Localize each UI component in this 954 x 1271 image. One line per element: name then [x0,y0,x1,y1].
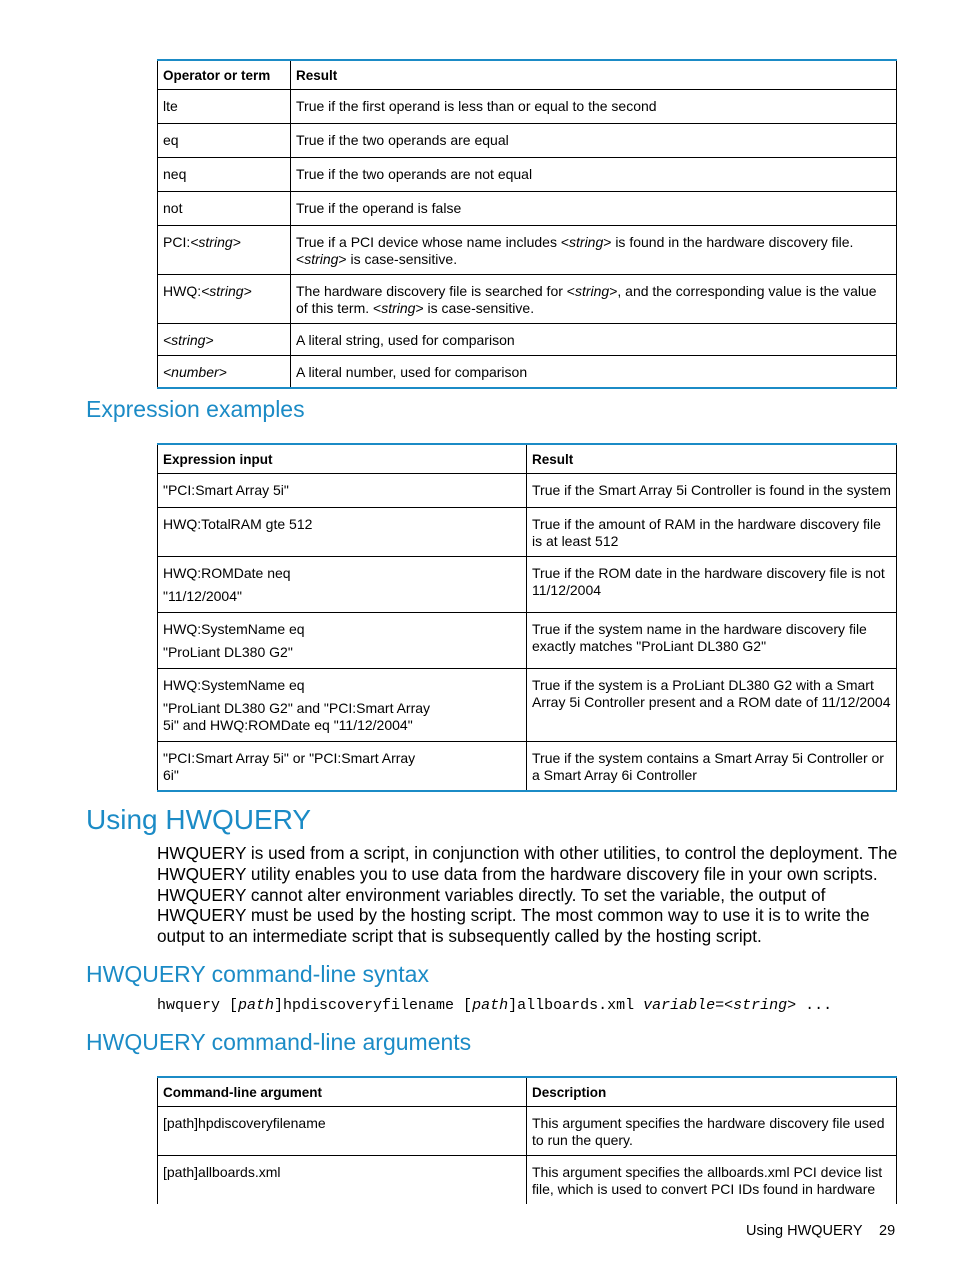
operator-cell: not [158,192,291,226]
syntax-placeholder: path [238,997,275,1014]
page-title: Using HWQUERY [86,804,312,835]
table-row [158,275,897,324]
column-header: Result [291,60,897,90]
syntax-placeholder: variable [643,997,716,1014]
operators-table [157,59,897,389]
result-cell: True if the system is a ProLiant DL380 G2 with a Smart Array 5i Controller present and a ROM date of 11/12/2004 [527,669,897,742]
section-heading: Expression examples [86,396,305,422]
arguments-table [157,1076,897,1204]
expression-cell [158,742,527,792]
section-heading: HWQUERY command-line syntax [86,961,429,987]
description-cell: This argument specifies the hardware discovery file used to run the query. [527,1107,897,1156]
result-text: > is case-sensitive. [338,251,458,267]
expression-line: "ProLiant DL380 G2" and "PCI:Smart Array [163,700,431,716]
result-text: True if a PCI device whose name includes < [296,234,570,250]
result-cell: True if the Smart Array 5i Controller is found in the system [527,474,897,508]
expression-line: HWQ:ROMDate neq [163,565,291,581]
result-text: > is found in the hardware discovery file. < [296,234,854,267]
syntax-text: ]allboards.xml [508,997,644,1014]
argument-cell: [path]allboards.xml [158,1156,527,1205]
result-cell [291,275,897,324]
intro-paragraph: HWQUERY is used from a script, in conjunction with other utilities, to control the deployment. The HWQUERY utility enables you to use data from the hardware discovery file in your own scripts. HWQUERY cannot alter environment variables directly. To set the variable, the output of HWQUERY must be used by the hosting script. The most common way to use it is to write the output to an intermediate script that is subsequently called by the hosting script. [157,843,898,947]
operator-cell: lte [158,90,291,124]
table-row [158,742,897,792]
column-header: Result [527,444,897,474]
expression-line: HWQ:SystemName eq [163,621,305,637]
expression-line: 5i" and HWQ:ROMDate eq "11/12/2004" [163,717,413,733]
result-cell: A literal number, used for comparison [291,356,897,389]
page-number: 29 [879,1223,896,1239]
expression-cell [158,557,527,613]
table-row [158,1156,897,1205]
syntax-text: ]hpdiscoveryfilename [ [274,997,473,1014]
expression-line: HWQ:TotalRAM gte 512 [163,516,313,532]
table-row [158,90,897,124]
section-heading: HWQUERY command-line arguments [86,1029,472,1055]
operator-cell [158,275,291,324]
expression-line: "ProLiant DL380 G2" [163,644,293,660]
result-cell [291,226,897,275]
result-italic: string [574,283,610,299]
operator-cell: eq [158,124,291,158]
command-syntax [157,997,832,1014]
result-cell: A literal string, used for comparison [291,324,897,356]
operator-cell [158,226,291,275]
description-cell: This argument specifies the allboards.xml PCI device list file, which is used to convert PCI IDs found in hardware [527,1156,897,1205]
expression-examples-table [157,443,897,792]
syntax-text: > ... [787,997,833,1014]
syntax-text: =< [715,997,734,1014]
table-row [158,158,897,192]
column-header: Operator or term [158,60,291,90]
result-cell: True if the ROM date in the hardware discovery file is not 11/12/2004 [527,557,897,613]
result-text: >, and the corresponding value is the value of this term. < [296,283,877,316]
argument-cell: [path]hpdiscoveryfilename [158,1107,527,1156]
result-italic: string [381,300,416,316]
table-row [158,192,897,226]
operator-cell: neq [158,158,291,192]
result-text: The hardware discovery file is searched for < [296,283,575,299]
result-italic: string [569,234,604,250]
table-row [158,226,897,275]
expression-line: "11/12/2004" [163,588,242,604]
table-row [158,508,897,557]
operator-prefix: PCI: [163,234,191,250]
operator-placeholder: <string> [190,234,241,250]
result-italic: string [304,251,339,267]
table-header-row [158,1077,897,1107]
table-row [158,474,897,508]
table-row [158,669,897,742]
table-row [158,124,897,158]
syntax-placeholder: string [733,997,788,1014]
operator-cell: <string> [158,324,291,356]
table-row [158,557,897,613]
footer-section-name: Using HWQUERY [746,1223,863,1239]
table-row [158,356,897,389]
expression-cell [158,474,527,508]
table-header-row [158,444,897,474]
column-header: Command-line argument [158,1077,527,1107]
result-cell: True if the amount of RAM in the hardware discovery file is at least 512 [527,508,897,557]
table-row [158,1107,897,1156]
table-header-row [158,60,897,90]
expression-cell [158,613,527,669]
expression-line: "PCI:Smart Array 5i" [163,482,289,498]
result-cell: True if the two operands are not equal [291,158,897,192]
result-cell: True if the two operands are equal [291,124,897,158]
result-text: > is case-sensitive. [415,300,535,316]
expression-cell [158,508,527,557]
operator-placeholder: <string> [201,283,252,299]
column-header: Expression input [158,444,527,474]
syntax-text: hwquery [ [157,997,239,1014]
operator-prefix: HWQ: [163,283,202,299]
expression-line: HWQ:SystemName eq [163,677,305,693]
syntax-placeholder: path [472,997,509,1014]
result-cell: True if the operand is false [291,192,897,226]
column-header: Description [527,1077,897,1107]
table-row [158,324,897,356]
result-cell: True if the system name in the hardware discovery file exactly matches "ProLiant DL380 G2" [527,613,897,669]
result-cell: True if the first operand is less than or equal to the second [291,90,897,124]
expression-line: 6i" [163,767,179,783]
operator-cell: <number> [158,356,291,389]
table-row [158,613,897,669]
expression-cell [158,669,527,742]
result-cell: True if the system contains a Smart Array 5i Controller or a Smart Array 6i Controller [527,742,897,792]
expression-line: "PCI:Smart Array 5i" or "PCI:Smart Array [163,750,416,766]
